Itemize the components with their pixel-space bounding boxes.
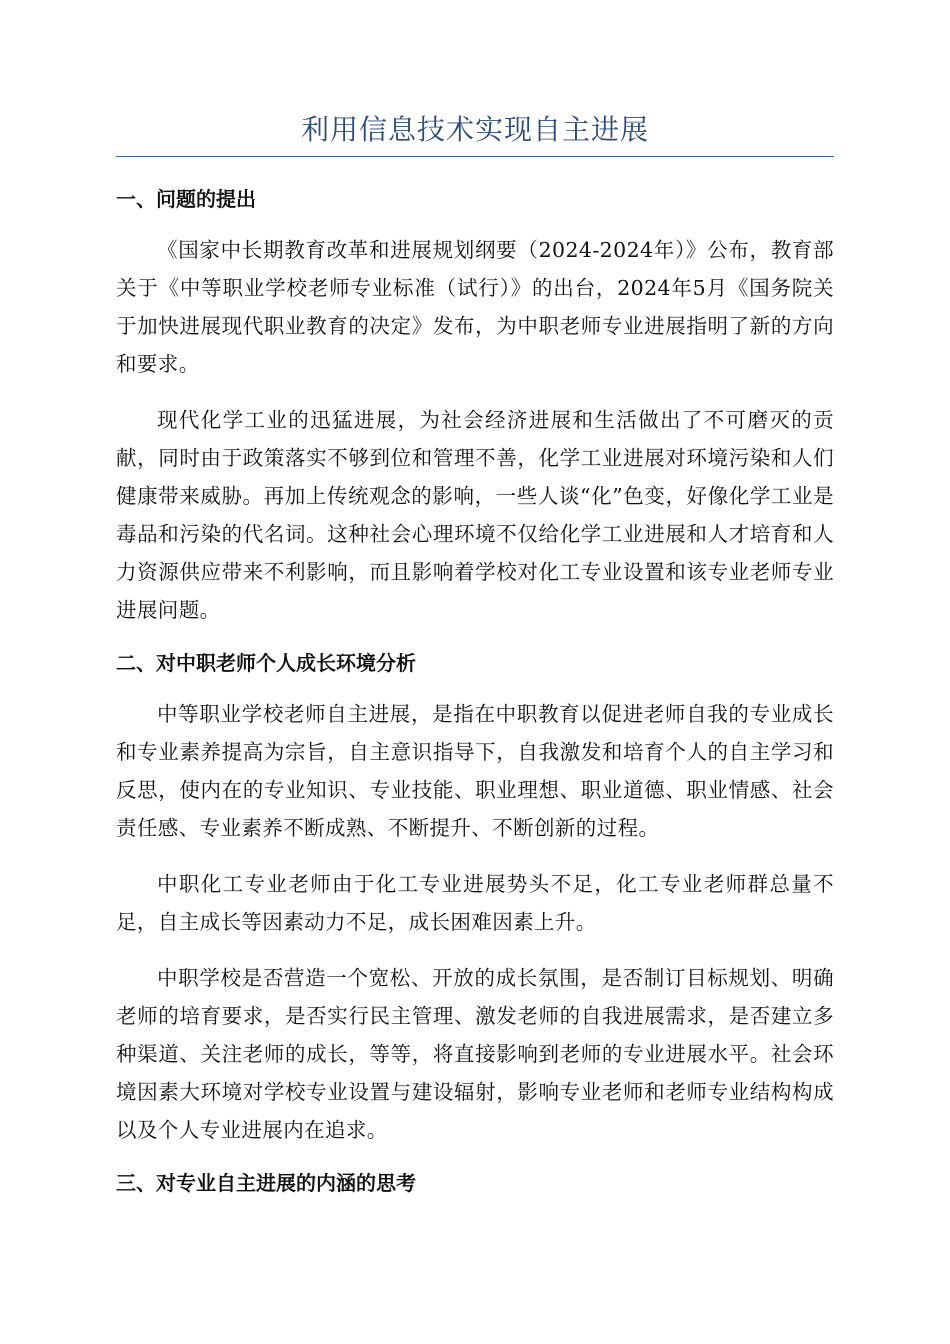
paragraph: 中等职业学校老师自主进展，是指在中职教育以促进老师自我的专业成长和专业素养提高为宗旨，自主意识指导下，自我激发和培育个人的自主学习和反思，使内在的专业知识、专业技能、职业理想、职业道德、职业情感、社会责任感、专业素养不断成熟、不断提升、不断创新的过程。	[116, 702, 834, 840]
section-heading: 三、对专业自主进展的内涵的思考	[116, 1171, 416, 1195]
section-heading: 二、对中职老师个人成长环境分析	[116, 651, 416, 675]
section-3	[116, 1167, 834, 1199]
section-2	[116, 647, 834, 1149]
paragraph: 现代化学工业的迅猛进展，为社会经济进展和生活做出了不可磨灭的贡献，同时由于政策落实不够到位和管理不善，化学工业进展对环境污染和人们健康带来威胁。再加上传统观念的影响，一些人谈“化”色变，好像化学工业是毒品和污染的代名词。这种社会心理环境不仅给化学工业进展和人才培育和人力资源供应带来不利影响，而且影响着学校对化工专业设置和该专业老师专业进展问题。	[116, 408, 834, 622]
section-1	[116, 183, 834, 629]
section-heading: 一、问题的提出	[116, 187, 256, 211]
paragraph: 中职学校是否营造一个宽松、开放的成长氛围，是否制订目标规划、明确老师的培育要求，是否实行民主管理、激发老师的自我进展需求，是否建立多种渠道、关注老师的成长，等等，将直接影响到老师的专业进展水平。社会环境因素大环境对学校专业设置与建设辐射，影响专业老师和老师专业结构构成以及个人专业进展内在追求。	[116, 966, 834, 1142]
document-title: 利用信息技术实现自主进展	[116, 110, 834, 157]
paragraph: 《国家中长期教育改革和进展规划纲要（2024-2024年）》公布，教育部关于《中等职业学校老师专业标准（试行）》的出台，2024年5月《国务院关于加快进展现代职业教育的决定》发布，为中职老师专业进展指明了新的方向和要求。	[116, 238, 834, 376]
paragraph: 中职化工专业老师由于化工专业进展势头不足，化工专业老师群总量不足，自主成长等因素动力不足，成长困难因素上升。	[116, 872, 834, 934]
